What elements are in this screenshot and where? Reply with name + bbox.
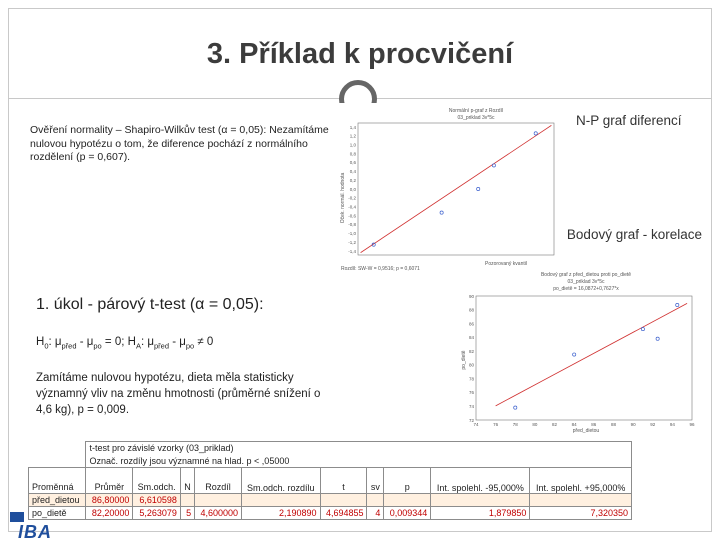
ttest-results-table [28, 441, 632, 520]
scatter-y-label: po_dietě [461, 350, 467, 370]
slide-title: 3. Příklad k procvičení [206, 38, 514, 70]
scatter-x-label: před_dietou [572, 428, 600, 434]
np-y-tick: 1,2 [349, 133, 356, 139]
scatter-header-2: 03_priklad 3v*5c [567, 279, 605, 285]
scatter-x-tick: 86 [591, 422, 597, 427]
scatter-x-tick: 82 [552, 422, 558, 427]
col-header: p [384, 468, 431, 494]
np-y-tick: 0,0 [349, 186, 356, 192]
scatter-x-tick: 80 [532, 422, 538, 427]
np-y-tick: 0,2 [349, 177, 356, 183]
scatter-x-tick: 96 [689, 422, 695, 427]
scatter-y-tick: 78 [468, 376, 474, 382]
col-header: Int. spolehl. -95,000% [431, 468, 530, 494]
table-corner [29, 442, 86, 455]
scatter-header-3: po_dietě = 16,0872+0,7627*x [553, 286, 619, 292]
scatter-y-tick: 80 [468, 362, 474, 368]
table-cell [320, 494, 367, 507]
np-y-tick: 0,8 [349, 151, 356, 157]
np-y-tick: -1,2 [348, 239, 356, 245]
np-graph-label: N-P graf diferencí [576, 113, 682, 128]
scatter-y-tick: 90 [468, 293, 474, 299]
col-header: Int. spolehl. +95,000% [530, 468, 632, 494]
scatter-x-tick: 78 [512, 422, 518, 427]
scatter-graph-label: Bodový graf - korelace [566, 227, 702, 242]
scatter-y-tick: 72 [468, 417, 474, 423]
iba-logo: IBA [18, 522, 52, 540]
table-cell [195, 494, 242, 507]
np-header-2: 03_priklad 3v*5c [457, 115, 495, 121]
np-y-tick: -0,8 [348, 222, 356, 228]
col-header: sv [367, 468, 384, 494]
table-cell [367, 494, 384, 507]
col-header: Sm.odch. rozdílu [242, 468, 321, 494]
table-cell: 5 [180, 507, 194, 520]
scatter-y-tick: 86 [468, 321, 474, 327]
table-cell: 7,320350 [530, 507, 632, 520]
scatter-y-tick: 84 [468, 335, 474, 341]
hypotheses-text: $H_0$: $\mu_{před} - \mu_{po} = 0$; $H_A$: $\mu_{před} - \mu_{po} \ne 0$ [36, 336, 214, 351]
col-header: Sm.odch. [133, 468, 180, 494]
table-caption-1: t-test pro závislé vzorky (03_priklad) [86, 442, 632, 455]
col-header: Proměnná [29, 468, 86, 494]
np-y-tick: 1,4 [349, 124, 356, 130]
scatter-y-tick: 88 [468, 307, 474, 313]
scatter-x-tick: 92 [650, 422, 656, 427]
col-header: Rozdíl [195, 468, 242, 494]
np-x-label: Pozorovaný kvantil [485, 261, 527, 267]
scatter-y-tick: 76 [468, 390, 474, 396]
scatter-plot-svg [456, 268, 700, 436]
normality-test-text: Ověření normality – Shapiro-Wilkův test (α = 0,05): Nezamítáme nulovou hypotézu o tom, že diference pochází z normálního rozdělení (p = 0,607). [30, 124, 329, 163]
table-cell: před_dietou [29, 494, 86, 507]
scatter-y-tick: 82 [468, 348, 474, 354]
np-footer: Rozdíl: SW-W = 0,9516; p = 0,6071 [341, 266, 420, 272]
table-cell [384, 494, 431, 507]
np-y-tick: -0,2 [348, 195, 356, 201]
scatter-plot [456, 268, 700, 436]
scatter-x-tick: 88 [610, 422, 616, 427]
scatter-x-tick: 76 [493, 422, 499, 427]
scatter-y-tick: 74 [468, 404, 474, 410]
table-cell: po_dietě [29, 507, 86, 520]
table-cell [180, 494, 194, 507]
col-header: Průměr [86, 468, 133, 494]
table-cell: 6,610598 [133, 494, 180, 507]
col-header: t [320, 468, 367, 494]
np-y-tick: -0,4 [348, 204, 356, 210]
np-y-tick: 0,4 [349, 169, 356, 175]
scatter-x-tick: 90 [630, 422, 636, 427]
table-cell: 82,20000 [86, 507, 133, 520]
scatter-x-tick: 84 [571, 422, 577, 427]
table-cell: 0,009344 [384, 507, 431, 520]
np-y-tick: -0,6 [348, 213, 356, 219]
table-cell: 4,600000 [195, 507, 242, 520]
np-y-tick: -1,4 [348, 248, 356, 254]
np-y-tick: 1,0 [349, 142, 356, 148]
np-y-tick: 0,6 [349, 160, 356, 166]
np-header-1: Normální p-graf z Rozdíl [448, 108, 504, 114]
np-y-label: Oček. normál. hodnota [340, 172, 346, 224]
col-header: N [180, 468, 194, 494]
task-heading: 1. úkol - párový t-test (α = 0,05): [36, 296, 264, 313]
table-cell: 4 [367, 507, 384, 520]
table-cell [431, 494, 530, 507]
table-cell [530, 494, 632, 507]
conclusion-text: Zamítáme nulovou hypotézu, dieta měla statisticky významný vliv na změnu hmotnosti (průměrné snížení o 4,6 kg), p = 0,009. [36, 372, 321, 416]
ttest-table [28, 441, 632, 519]
scatter-header-1: Bodový graf z před_dietou proti po_dietě [540, 272, 632, 278]
scatter-x-tick: 94 [669, 422, 675, 427]
table-cell [242, 494, 321, 507]
table-cell: 1,879850 [431, 507, 530, 520]
table-row[interactable] [29, 507, 632, 520]
table-cell: 2,190890 [242, 507, 321, 520]
table-cell: 86,80000 [86, 494, 133, 507]
table-cell: 5,263079 [133, 507, 180, 520]
np-plot [336, 103, 562, 273]
table-caption-2: Označ. rozdíly jsou významné na hlad. p < ,05000 [86, 455, 632, 468]
np-plot-svg [336, 103, 562, 273]
np-y-tick: -1,0 [348, 231, 356, 237]
table-corner-2 [29, 455, 86, 468]
table-row[interactable] [29, 494, 632, 507]
scatter-plot-frame [476, 296, 692, 420]
scatter-x-tick: 74 [473, 422, 479, 427]
logo-mark [10, 512, 24, 522]
table-cell: 4,694855 [320, 507, 367, 520]
